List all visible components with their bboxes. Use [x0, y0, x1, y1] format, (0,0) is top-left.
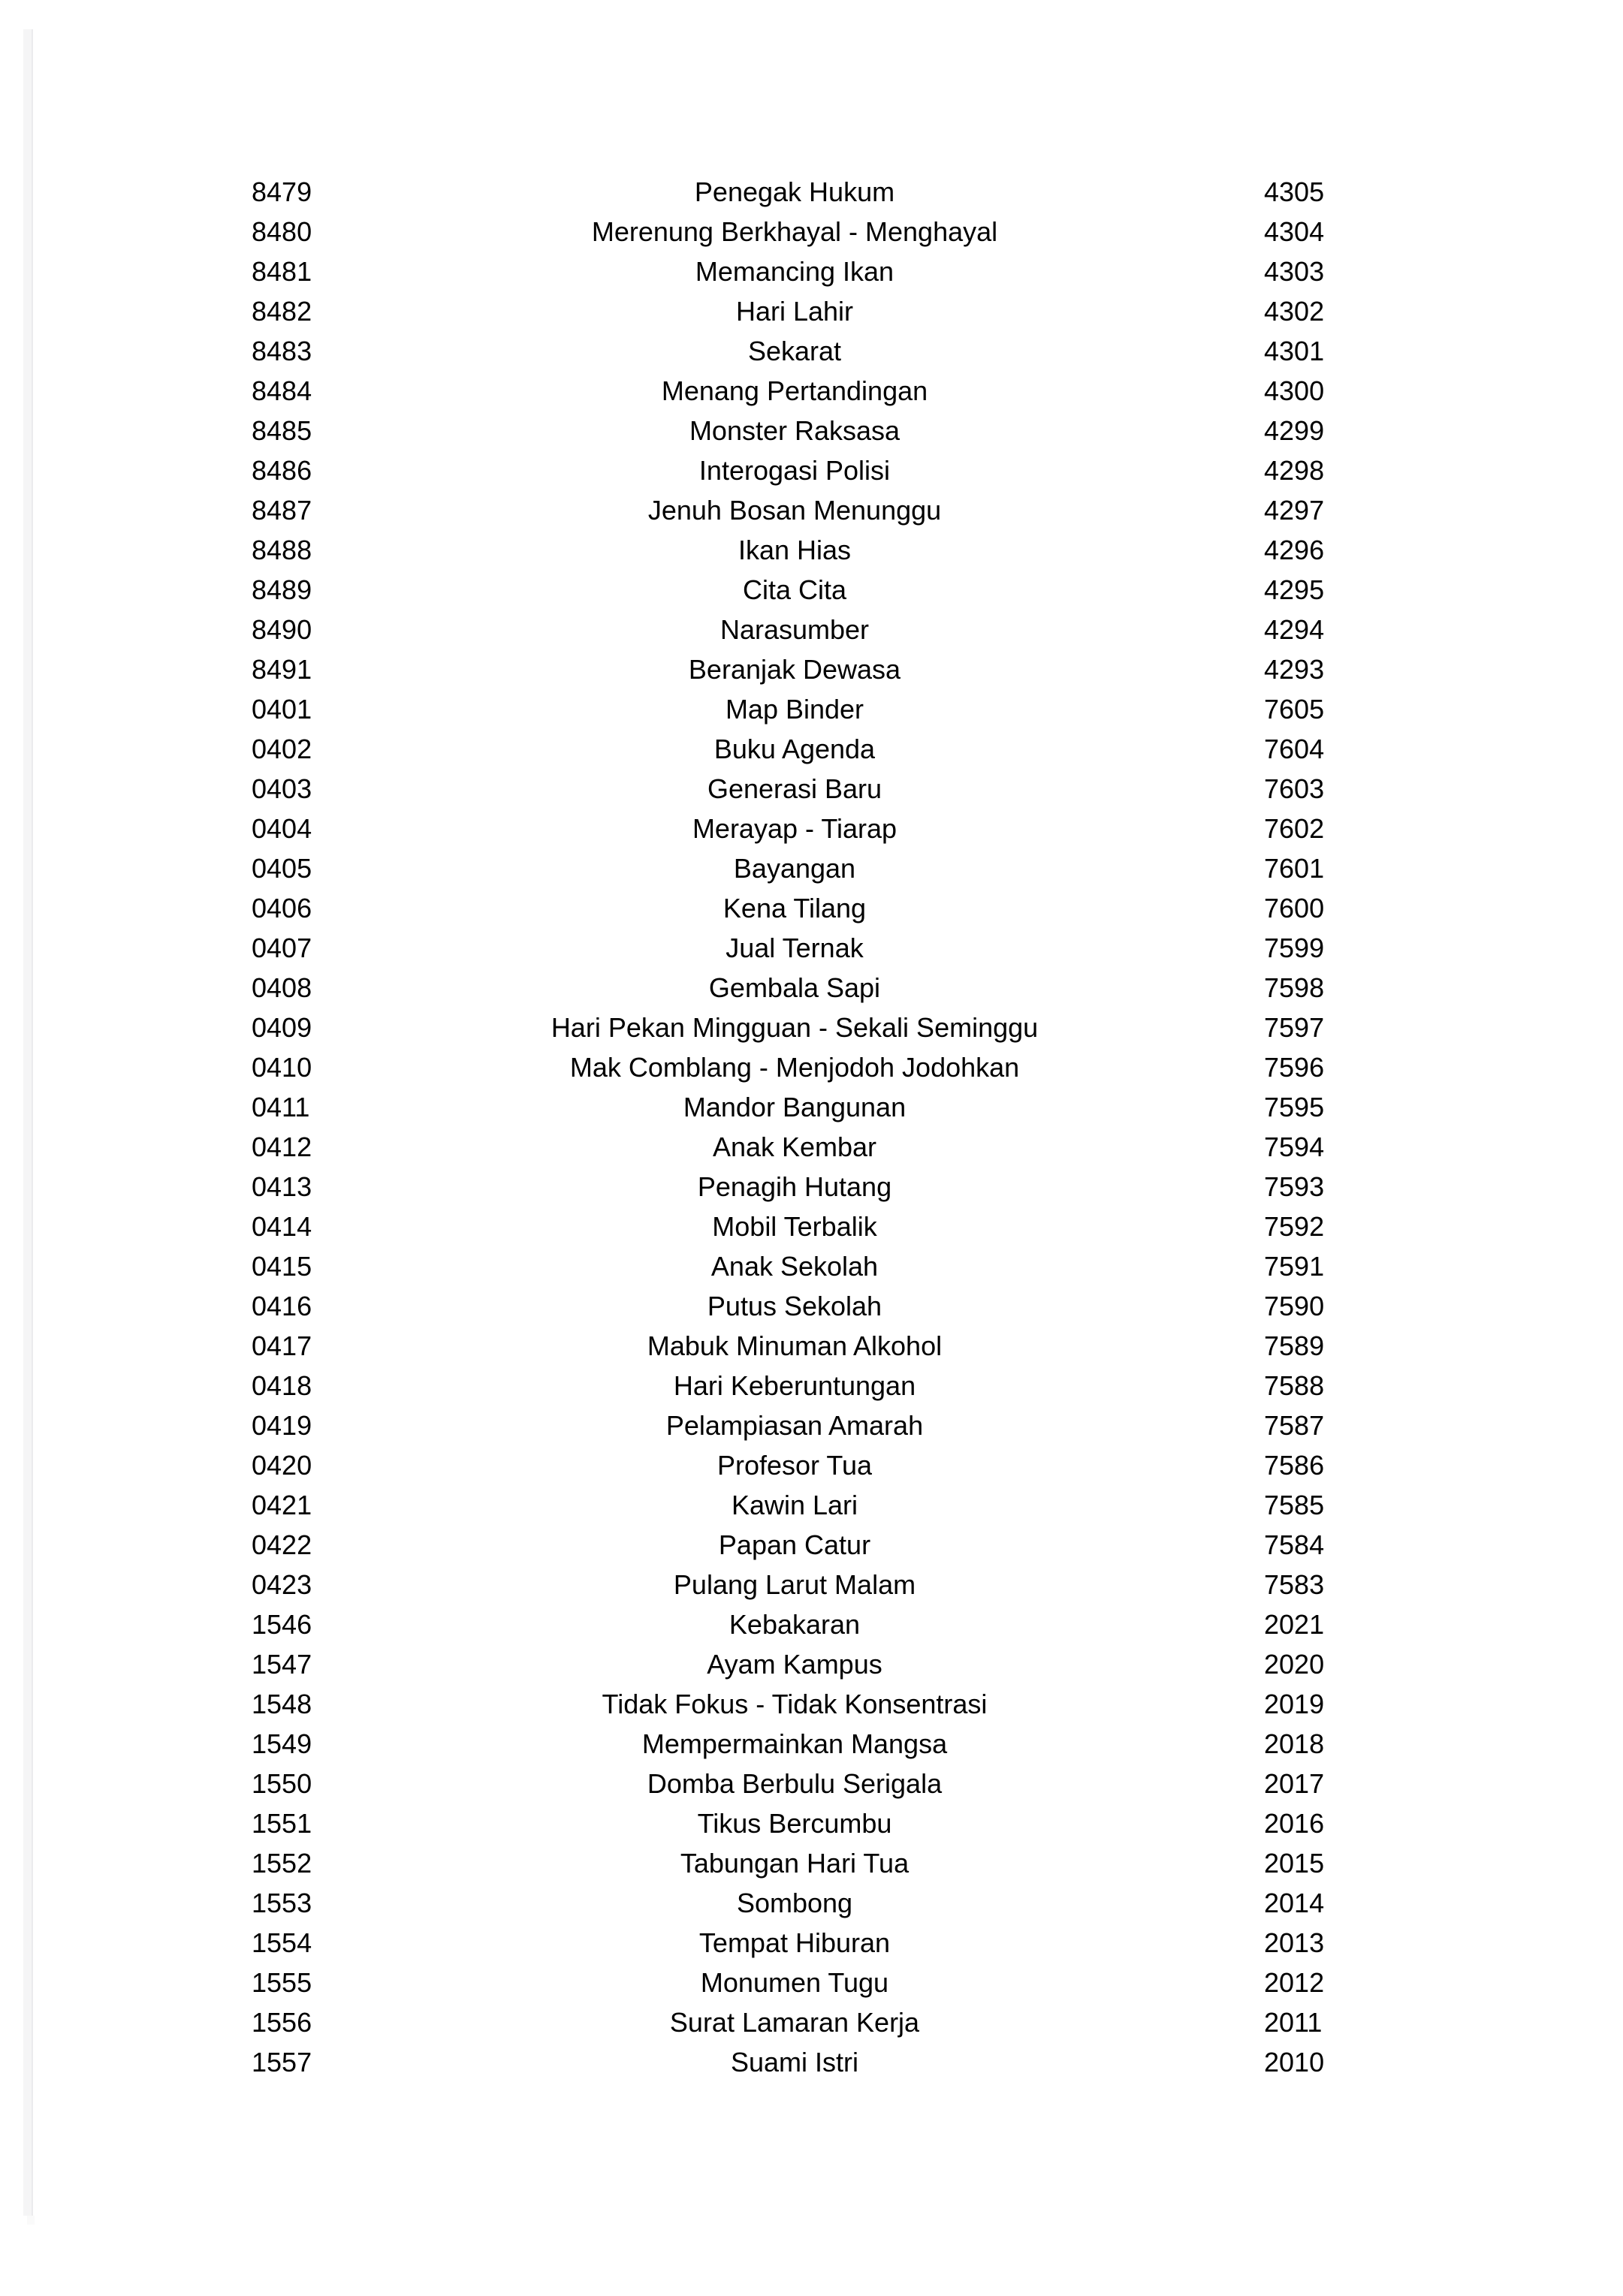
table-row: [0, 809, 1623, 848]
right-number-cell: 7595: [1264, 1092, 1325, 1122]
left-code-cell: 1546: [252, 1609, 312, 1640]
table-row: [0, 1963, 1623, 2002]
left-code-cell: 0412: [252, 1131, 312, 1162]
left-code-cell: 0416: [252, 1291, 312, 1321]
left-code-cell: 1552: [252, 1848, 312, 1879]
left-code-cell: 8490: [252, 614, 312, 645]
title-cell: Monster Raksasa: [689, 415, 900, 446]
left-code-cell: 0418: [252, 1370, 312, 1401]
table-row: [0, 1366, 1623, 1406]
left-code-cell: 1551: [252, 1808, 312, 1839]
table-row: [0, 291, 1623, 331]
right-number-cell: 4300: [1264, 375, 1325, 406]
table-row: [0, 371, 1623, 411]
left-code-cell: 1549: [252, 1728, 312, 1759]
title-cell: Mempermainkan Mangsa: [641, 1728, 948, 1759]
left-code-cell: 8479: [252, 176, 312, 207]
right-number-cell: 7587: [1264, 1410, 1325, 1441]
title-cell: Mabuk Minuman Alkohol: [647, 1330, 943, 1361]
table-row: [0, 1326, 1623, 1366]
right-number-cell: 7593: [1264, 1171, 1325, 1202]
table-row: [0, 848, 1623, 888]
title-cell: Narasumber: [719, 614, 870, 645]
table-row: [0, 1087, 1623, 1127]
left-code-cell: 0408: [252, 972, 312, 1003]
right-number-cell: 7594: [1264, 1131, 1325, 1162]
left-code-cell: 1556: [252, 2007, 312, 2038]
left-code-cell: 0404: [252, 813, 312, 844]
title-cell: Kebakaran: [729, 1609, 861, 1640]
title-cell: Tikus Bercumbu: [697, 1808, 892, 1839]
title-cell: Beranjak Dewasa: [688, 654, 901, 685]
title-cell: Kena Tilang: [723, 893, 867, 924]
left-code-cell: 0421: [252, 1490, 312, 1520]
right-number-cell: 7596: [1264, 1052, 1325, 1083]
title-cell: Anak Sekolah: [710, 1251, 879, 1282]
right-number-cell: 7586: [1264, 1450, 1325, 1481]
left-code-cell: 1553: [252, 1888, 312, 1918]
title-cell: Hari Lahir: [735, 296, 854, 327]
table-row: [0, 1127, 1623, 1167]
left-code-cell: 8487: [252, 495, 312, 526]
right-number-cell: 7601: [1264, 853, 1325, 884]
table-row: [0, 689, 1623, 729]
right-number-cell: 7585: [1264, 1490, 1325, 1520]
title-cell: Tempat Hiburan: [698, 1927, 891, 1958]
table-row: [0, 888, 1623, 928]
left-code-cell: 0409: [252, 1012, 312, 1043]
right-number-cell: 4304: [1264, 216, 1325, 247]
table-row: [0, 1246, 1623, 1286]
left-code-cell: 0420: [252, 1450, 312, 1481]
right-number-cell: 4294: [1264, 614, 1325, 645]
right-number-cell: 7598: [1264, 972, 1325, 1003]
right-number-cell: 2021: [1264, 1609, 1325, 1640]
title-cell: Interogasi Polisi: [698, 455, 891, 486]
title-cell: Tabungan Hari Tua: [680, 1848, 910, 1879]
right-number-cell: 7602: [1264, 813, 1325, 844]
right-number-cell: 2015: [1264, 1848, 1325, 1879]
right-number-cell: 4305: [1264, 176, 1325, 207]
table-row: [0, 610, 1623, 649]
right-number-cell: 4297: [1264, 495, 1325, 526]
table-row: [0, 450, 1623, 490]
right-number-cell: 4296: [1264, 535, 1325, 565]
title-cell: Mak Comblang - Menjodoh Jodohkan: [569, 1052, 1020, 1083]
title-cell: Cita Cita: [742, 574, 847, 605]
title-cell: Mobil Terbalik: [712, 1211, 877, 1242]
right-number-cell: 4298: [1264, 455, 1325, 486]
title-cell: Hari Keberuntungan: [673, 1370, 916, 1401]
title-cell: Gembala Sapi: [708, 972, 881, 1003]
table-row: [0, 1406, 1623, 1445]
title-cell: Bayangan: [733, 853, 856, 884]
title-cell: Ayam Kampus: [707, 1649, 882, 1680]
right-number-cell: 7590: [1264, 1291, 1325, 1321]
table-row: [0, 1286, 1623, 1326]
table-row: [0, 2002, 1623, 2042]
title-cell: Ikan Hias: [738, 535, 852, 565]
left-code-cell: 8486: [252, 455, 312, 486]
right-number-cell: 4293: [1264, 654, 1325, 685]
left-code-cell: 0410: [252, 1052, 312, 1083]
table-row: [0, 1764, 1623, 1803]
left-code-cell: 1547: [252, 1649, 312, 1680]
title-cell: Sombong: [736, 1888, 853, 1918]
title-cell: Buku Agenda: [713, 734, 876, 764]
title-cell: Jual Ternak: [726, 933, 864, 963]
title-cell: Suami Istri: [730, 2047, 859, 2078]
table-row: [0, 1167, 1623, 1207]
table-row: [0, 1724, 1623, 1764]
title-cell: Kawin Lari: [731, 1490, 858, 1520]
title-cell: Penagih Hutang: [697, 1171, 892, 1202]
table-row: [0, 411, 1623, 450]
right-number-cell: 7591: [1264, 1251, 1325, 1282]
right-number-cell: 2020: [1264, 1649, 1325, 1680]
right-number-cell: 7603: [1264, 773, 1325, 804]
table-row: [0, 1604, 1623, 1644]
title-cell: Tidak Fokus - Tidak Konsentrasi: [602, 1689, 988, 1719]
right-number-cell: 7597: [1264, 1012, 1325, 1043]
left-code-cell: 0422: [252, 1529, 312, 1560]
title-cell: Map Binder: [725, 694, 864, 725]
table-row: [0, 212, 1623, 252]
title-cell: Profesor Tua: [716, 1450, 873, 1481]
table-row: [0, 1644, 1623, 1684]
right-number-cell: 7605: [1264, 694, 1325, 725]
table-row: [0, 1485, 1623, 1525]
right-number-cell: 2013: [1264, 1927, 1325, 1958]
right-number-cell: 7589: [1264, 1330, 1325, 1361]
left-code-cell: 0415: [252, 1251, 312, 1282]
table-row: [0, 172, 1623, 212]
table-row: [0, 1445, 1623, 1485]
table-row: [0, 570, 1623, 610]
table-row: [0, 1803, 1623, 1843]
left-code-cell: 8484: [252, 375, 312, 406]
left-code-cell: 1548: [252, 1689, 312, 1719]
right-number-cell: 7600: [1264, 893, 1325, 924]
table-row: [0, 1923, 1623, 1963]
right-number-cell: 2016: [1264, 1808, 1325, 1839]
right-number-cell: 2018: [1264, 1728, 1325, 1759]
right-number-cell: 4303: [1264, 256, 1325, 287]
right-number-cell: 2011: [1264, 2007, 1323, 2038]
table-row: [0, 928, 1623, 968]
right-number-cell: 7588: [1264, 1370, 1325, 1401]
title-cell: Merayap - Tiarap: [692, 813, 897, 844]
right-number-cell: 2019: [1264, 1689, 1325, 1719]
left-code-cell: 8482: [252, 296, 312, 327]
right-number-cell: 2014: [1264, 1888, 1325, 1918]
title-cell: Sekarat: [747, 336, 842, 366]
left-code-cell: 1550: [252, 1768, 312, 1799]
left-code-cell: 0402: [252, 734, 312, 764]
left-code-cell: 0413: [252, 1171, 312, 1202]
left-code-cell: 0405: [252, 853, 312, 884]
table-row: [0, 2042, 1623, 2082]
right-number-cell: 4299: [1264, 415, 1325, 446]
title-cell: Putus Sekolah: [707, 1291, 882, 1321]
right-number-cell: 2017: [1264, 1768, 1325, 1799]
left-code-cell: 8485: [252, 415, 312, 446]
right-number-cell: 7604: [1264, 734, 1325, 764]
title-cell: Penegak Hukum: [694, 176, 895, 207]
table-row: [0, 649, 1623, 689]
right-number-cell: 7599: [1264, 933, 1325, 963]
table-row: [0, 729, 1623, 769]
right-number-cell: 4302: [1264, 296, 1325, 327]
left-code-cell: 0406: [252, 893, 312, 924]
left-code-cell: 8480: [252, 216, 312, 247]
left-code-cell: 1554: [252, 1927, 312, 1958]
title-cell: Mandor Bangunan: [683, 1092, 907, 1122]
left-code-cell: 0407: [252, 933, 312, 963]
title-cell: Jenuh Bosan Menunggu: [647, 495, 942, 526]
title-cell: Pelampiasan Amarah: [665, 1410, 924, 1441]
title-cell: Anak Kembar: [712, 1131, 877, 1162]
left-code-cell: 8483: [252, 336, 312, 366]
left-code-cell: 0411: [252, 1092, 310, 1122]
right-number-cell: 4301: [1264, 336, 1325, 366]
table-row: [0, 1565, 1623, 1604]
title-cell: Memancing Ikan: [695, 256, 894, 287]
right-number-cell: 7583: [1264, 1569, 1325, 1600]
table-row: [0, 968, 1623, 1008]
left-code-cell: 8491: [252, 654, 312, 685]
left-code-cell: 8481: [252, 256, 312, 287]
left-code-cell: 8489: [252, 574, 312, 605]
table-row: [0, 1207, 1623, 1246]
code-list: [0, 172, 1623, 2082]
table-row: [0, 1684, 1623, 1724]
table-row: [0, 1047, 1623, 1087]
left-code-cell: 0423: [252, 1569, 312, 1600]
table-row: [0, 1525, 1623, 1565]
title-cell: Generasi Baru: [707, 773, 882, 804]
right-number-cell: 4295: [1264, 574, 1325, 605]
title-cell: Merenung Berkhayal - Menghayal: [591, 216, 998, 247]
table-row: [0, 769, 1623, 809]
table-row: [0, 1883, 1623, 1923]
title-cell: Monumen Tugu: [700, 1967, 889, 1998]
right-number-cell: 2010: [1264, 2047, 1325, 2078]
left-code-cell: 0414: [252, 1211, 312, 1242]
table-row: [0, 1843, 1623, 1883]
title-cell: Papan Catur: [718, 1529, 871, 1560]
left-code-cell: 1557: [252, 2047, 312, 2078]
right-number-cell: 7592: [1264, 1211, 1325, 1242]
title-cell: Surat Lamaran Kerja: [669, 2007, 920, 2038]
left-code-cell: 0419: [252, 1410, 312, 1441]
title-cell: Hari Pekan Mingguan - Sekali Seminggu: [551, 1012, 1039, 1043]
table-row: [0, 252, 1623, 291]
left-code-cell: 0401: [252, 694, 312, 725]
table-row: [0, 331, 1623, 371]
left-code-cell: 0403: [252, 773, 312, 804]
left-code-cell: 1555: [252, 1967, 312, 1998]
left-code-cell: 0417: [252, 1330, 312, 1361]
table-row: [0, 490, 1623, 530]
table-row: [0, 530, 1623, 570]
title-cell: Domba Berbulu Serigala: [647, 1768, 943, 1799]
title-cell: Pulang Larut Malam: [673, 1569, 916, 1600]
right-number-cell: 7584: [1264, 1529, 1325, 1560]
title-cell: Menang Pertandingan: [661, 375, 928, 406]
table-row: [0, 1008, 1623, 1047]
left-code-cell: 8488: [252, 535, 312, 565]
scrollbar-track-end: [27, 2216, 35, 2225]
right-number-cell: 2012: [1264, 1967, 1325, 1998]
